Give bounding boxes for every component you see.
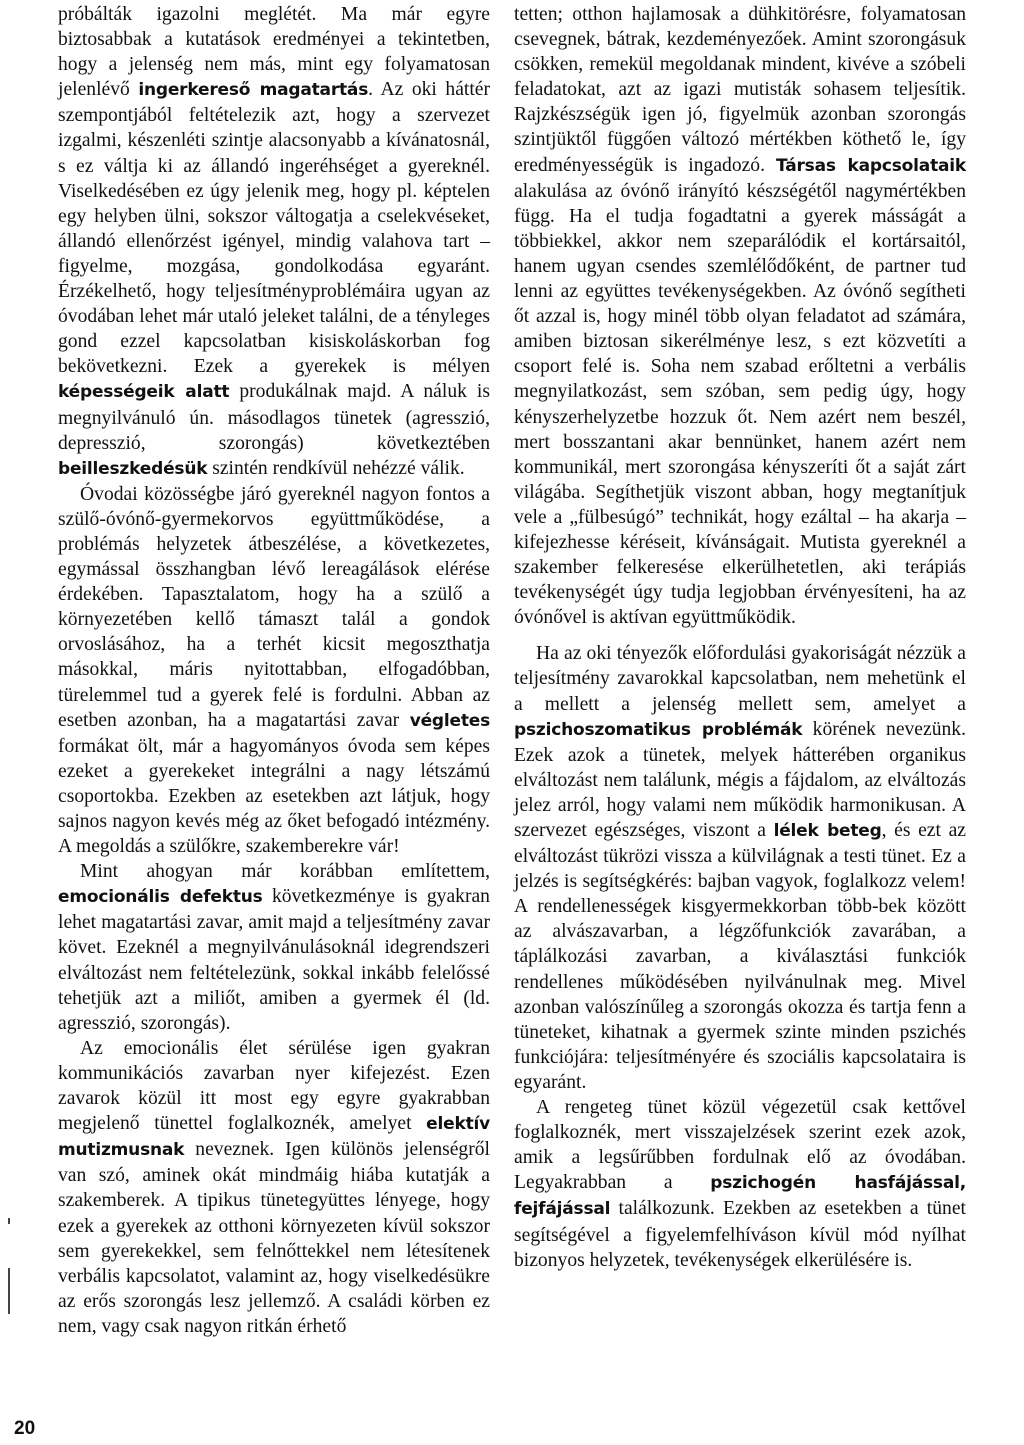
emphasis: ingerkereső magatartás (138, 80, 369, 101)
margin-mark (8, 1218, 10, 1224)
left-column (58, 2, 490, 1339)
emphasis: pszichogén hasfájással, fejfájással (514, 1173, 967, 1220)
paragraph: próbálták igazolni meglétét. Ma már egyre biztosabbak a kutatások eredményei a tekintetben, hogy a jelenség nem más, mint egy folyamatosan jelenlévő ingerkereső magatartás. Az oki háttér szempontjából feltételezik azt, hogy a szervezet izgalmi, készenléti szintje alacsonyabb a kívánatosnál, s ez váltja ki az állandó ingeréhséget a gyereknél. Viselkedésében ez úgy jelenik meg, hogy pl. képtelen egy helyben ülni, sokszor váltogatja a cselekvéseket, állandó ellenőrzést igényel, mindig valahova tart – figyelme, mozgása, gondolkodása egyaránt. Érzékelhető, hogy teljesítményproblémáira ugyan az óvodában lehet már utaló jeleket találni, de a tényleges gond ezzel kapcsolatban kisiskoláskorban fog bekövetkezni. Ezek a gyerekek is mélyen képességeik alatt produkálnak majd. A náluk is megnyilvánuló ún. másodlagos tünetek (agresszió, depresszió, szorongás) következtében beilleszkedésük szintén rendkívül nehézzé válik. (58, 4, 490, 479)
page-number: 20 (14, 1418, 36, 1439)
paragraph: A rengeteg tünet közül végezetül csak kettővel foglalkoznék, mert visszajelzések szerint ezek azok, amik a legsűrűbben fordulnak elő az óvodában. Legyakrabban a pszichogén hasfájással, fejfájással találkozunk. Ezekben az esetekben a tünet segítségével a figyelemfelhíváson kívül mód nyílhat bizonyos helyzetek, tevékenységek elkerülésére is. (514, 1097, 967, 1271)
right-column (514, 2, 966, 1273)
emphasis: beilleszkedésük (58, 458, 208, 479)
emphasis: Társas kapcsolataik (775, 155, 966, 176)
paragraph: tetten; otthon hajlamosak a dühkitörésre, folyamatosan csevegnek, bátrak, kezdeményezőek. Amint szorongásuk csökken, remekül megoldanak mindent, kivéve a szóbeli feladatokat, azt az igazi mutisták sohasem teljesítik. Rajzkészségük igen jó, figyelmük azonban szorongás szintjüktől függően változó mértékben köthető le, így eredményességük is ingadozó. Társas kapcsolataik alakulása az óvónő irányító készségétől nagymértékben függ. Ha el tudja fogadtatni a gyerek másságát a többiekkel, akkor nem szeparálódik el kortársaitól, hanem ugyan csendes szemlélődőként, de partner tud lenni az együttes tevékenységekben. Az óvónő segítheti őt azzal is, hogy minél több olyan feladatot ad számára, amiben biztosan sikerélménye lesz, s ezt közvetíti a csoport felé is. Soha nem szabad erőltetni a verbális megnyilatkozást, sem szóban, sem pedig úgy, hogy kényszerhelyzetbe hozzuk őt. Nem azért nem beszél, mert bosszantani akar bennünket, hanem azért nem kommunikál, mert szorongása kényszeríti őt a saját zárt világába. Segíthetjük viszont abban, hogy megtanítjuk vele a „fülbesúgó” technikát, hogy ezáltal – ha akarja – kifejezhesse kéréseit, kívánságait. Mutista gyereknél a szakember felkeresése elkerülhetetlen, aki terápiás tevékenységét úgy tudja legjobban érvényesíteni, ha az óvónővel is aktívan együttműködik. (514, 4, 966, 629)
emphasis: végletes (409, 710, 490, 731)
paragraph: Az emocionális élet sérülése igen gyakran kommunikációs zavarban nyer kifejezést. Ezen zavarok közül itt most egy egyre gyakrabban megjelenő tünettel foglalkoznék, amelyet elektív mutizmusnak neveznek. Igen különös jelenségről van szó, aminek okát mindmáig hiába kutatják a szakemberek. A tipikus tünetegyüttes lényege, hogy ezek a gyerekek az otthoni környezeten kívül sokszor sem gyerekekkel, sem felnőttekkel nem létesítenek verbális kapcsolatot, valamint az, hogy viselkedésükre az erős szorongás lesz jellemző. A családi körben ez nem, vagy csak nagyon ritkán érhető (58, 1037, 490, 1337)
paragraph: Ha az oki tényezők előfordulási gyakoriságát nézzük a teljesítmény zavarokkal kapcsolatban, nem mehetünk el a mellett a jelenség mellett sem, amelyet a pszichoszomatikus problémák körének nevezünk. Ezek azok a tünetek, melyek hátterében organikus elváltozást nem találunk, mégis a fájdalom, az elváltozás jelez arról, hogy valami nem működik harmonikusan. A szervezet egészséges, viszont a lélek beteg, és ezt az elváltozást tükrözi vissza a külvilágnak a testi tünet. Ez a jelzés is segítségkérés: bajban vagyok, foglalkozz velem! A rendellenességek kisgyermekkorban több-bek között az alvászavarban, a légzőfunkciók zavarában, a táplálkozási zavarban, a kiválasztási funkciók rendellenes működésében nyilvánulnak meg. Mivel azonban valószínűleg a szorongás okozza és tartja fenn a tüneteket, kihatnak a gyermek szinte minden pszichés funkciójára: teljesítményére és szociális kapcsolataira is egyaránt. (514, 643, 966, 1093)
emphasis: emocionális defektus (58, 887, 263, 908)
margin-mark (8, 1268, 10, 1314)
emphasis: képességeik alatt (58, 382, 230, 403)
emphasis: pszichoszomatikus problémák (514, 719, 803, 740)
emphasis: lélek beteg (773, 821, 882, 841)
emphasis: elektív mutizmusnak (58, 1114, 490, 1161)
paragraph: Óvodai közösségbe járó gyereknél nagyon fontos a szülő-óvónő-gyermekorvos együttműködése, a problémás helyzetek átbeszélése, a következetes, egymással összhangban lévő lereagálások elérése érdekében. Tapasztalatom, hogy ha a szülő a környezetében kellő támaszt talál a gondok orvoslásához, ha a terhét kicsit megoszthatja másokkal, máris nyitottabban, elfogadóbban, türelemmel tud a gyerek felé is fordulni. Abban az esetben azonban, ha a magatartási zavar végletes formákat ölt, már a hagyományos óvoda sem képes ezeket a gyerekeket integrálni a nagy létszámú csoportokba. Ezekben az esetekben azt látjuk, hogy sajnos nagyon kevés még az őket befogadó intézmény. A megoldás a szülőkre, szakemberekre vár! (58, 483, 490, 858)
paragraph: Mint ahogyan már korábban említettem, emocionális defektus következménye is gyakran lehet magatartási zavar, amit majd a teljesítmény zavar követ. Ezeknél a megnyilvánulásoknál idegrendszeri elváltozást nem feltételezünk, sokkal inkább felelőssé tehetjük azt a miliőt, amiben a gyermek él (ld. agresszió, szorongás). (58, 861, 490, 1034)
